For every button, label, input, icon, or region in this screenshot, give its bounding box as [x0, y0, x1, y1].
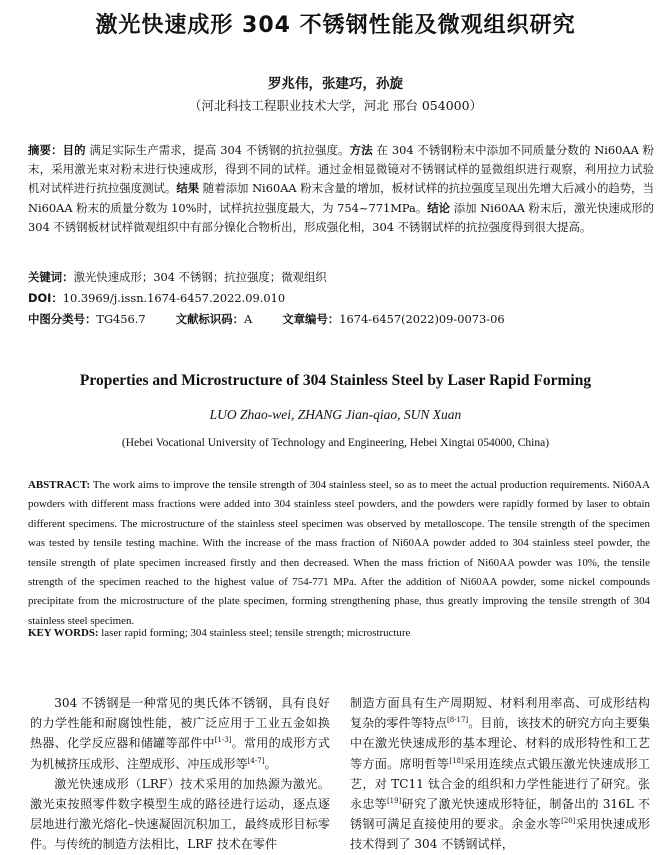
article-no-label: 文章编号： [282, 312, 340, 326]
body-right-column [350, 693, 650, 855]
doi-label: DOI： [28, 291, 63, 305]
method-label: 方法 [349, 143, 373, 157]
keywords-en-label: KEY WORDS: [28, 627, 99, 639]
citation: [18] [449, 756, 464, 765]
citation: [20] [561, 817, 576, 826]
body-text: 。常用的成形方式为机械挤压成形、注塑成形、冲压成形等 [30, 736, 330, 771]
aim-label: 目的 [62, 143, 86, 157]
citation: [8-17] [446, 716, 469, 725]
abstract-en-text: The work aims to improve the tensile strength of 304 stainless steel, so as to meet the actual production requirements. Ni60AA powders with different mass fractions were added into 304 stainless steel powders, and the powders were rapidly formed by laser to obtain different specimens. The microstructure of the stainless steel specimen was observed by metalloscope. The tensile strength of the specimen was tested by tensile testing machine. With the increase of the mass fraction of Ni60AA powder added to 304 stainless steel powder, the tensile strength of plate specimen increased firstly and then decreased. When the mass friction of Ni60AA powder was 10%, the tensile strength of the specimen reached to the highest value of 754-771 MPa. After the addition of Ni60AA powder, some nickel compounds precipitate from the microstructure of the plate specimen, forming strengthening phase, thus greatly improving the tensile strength of 304 stainless steel specimen. [28, 479, 650, 627]
paper-title-cn: 激光快速成形 304 不锈钢性能及微观组织研究 [95, 13, 576, 38]
abstract-label: 摘要： [28, 143, 63, 157]
clc-label: 中图分类号： [28, 312, 97, 326]
keywords-cn [28, 269, 327, 285]
body-paragraph [30, 693, 330, 774]
doi [28, 290, 285, 306]
affiliation-en: (Hebei Vocational University of Technology and Engineering, Hebei Xingtai 054000, China) [121, 437, 550, 449]
body-text: 采用连续点式锻压激光快速成形工艺，对 TC11 钛合金的组织和力学性能进行了研究。张永忠等 [350, 756, 650, 812]
clc-value: TG456.7 [96, 312, 146, 326]
citation: [4-7] [247, 756, 265, 765]
authors-en: LUO Zhao-wei, ZHANG Jian-qiao, SUN Xuan [209, 407, 462, 422]
conclusion-label: 结论 [427, 200, 451, 215]
body-text: 制造方面具有生产周期短、材料利用率高、可成形结构复杂的零件等特点 [350, 696, 650, 731]
keywords-cn-text: 激光快速成形；304 不锈钢；抗拉强度；微观组织 [73, 270, 327, 284]
keywords-cn-label: 关键词： [28, 270, 74, 284]
authors-cn: 罗兆伟，张建巧，孙旋 [268, 76, 403, 92]
affiliation-cn: （河北科技工程职业技术大学，河北 邢台 054000） [188, 98, 483, 113]
article-no-value: 1674-6457(2022)09-0073-06 [339, 312, 505, 326]
body-left-column [30, 693, 330, 855]
aim-text: 满足实际生产需求，提高 304 不锈钢的抗拉强度。 [85, 143, 350, 157]
method-text: 在 304 不锈钢粉末中添加不同质量分数的 Ni60AA 粉末，采用激光束对粉末进行快速成形，得到不同的试样。通过金相显微镜对不锈钢试样的显微组织进行观察，利用拉力试验机对试样进行抗拉强度测试。 [28, 143, 654, 196]
result-label: 结果 [176, 181, 200, 196]
doc-code-value: A [244, 312, 253, 326]
paper-title-en: Properties and Microstructure of 304 Stainless Steel by Laser Rapid Forming [79, 372, 592, 389]
keywords-en [28, 627, 650, 639]
abstract-en [28, 476, 650, 631]
classification [28, 311, 505, 327]
keywords-en-text: laser rapid forming; 304 stainless steel; tensile strength; microstructure [98, 627, 411, 639]
body-text: 研究了激光快速成形特征，制备出的 316L 不锈钢可满足直接使用的要求。余金水等 [350, 797, 650, 832]
body-text: 304 不锈钢是一种常见的奥氏体不锈钢，具有良好的力学性能和耐腐蚀性能，被广泛应用于工业五金如换热器、化学反应器和储罐等部件中 [30, 696, 330, 751]
body-text: 。目前，该技术的研究方向主要集中在激光快速成形的基本理论、材料的成形特性和工艺等方面。席明哲等 [350, 716, 650, 771]
body-paragraph: 激光快速成形（LRF）技术采用的加热源为激光。激光束按照零件数字模型生成的路径进行运动，逐点逐层地进行激光熔化–快速凝固沉积加工，最终成形目标零件。与传统的制造方法相比，LRF 技术在零件 [30, 776, 330, 852]
body-text: 采用快速成形技术得到了 304 不锈钢试样， [350, 817, 650, 852]
body-text: 。 [264, 756, 277, 771]
abstract-en-label: ABSTRACT: [28, 479, 91, 491]
conclusion-text: 添加 Ni60AA 粉末后，激光快速成形的 304 不锈钢板材试样微观组织中有部分镍化合物析出，形成强化相，304 不锈钢试样的抗拉强度得到很大提高。 [28, 200, 654, 234]
citation: [19] [386, 796, 402, 805]
doi-text: 10.3969/j.issn.1674-6457.2022.09.010 [62, 291, 286, 305]
result-text: 随着添加 Ni60AA 粉末含量的增加，板材试样的抗拉强度呈现出先增大后减小的趋势，当 Ni60AA 粉末的质量分数为 10%时，试样抗拉强度最大，为 754~771MPa。 [28, 181, 654, 215]
doc-code-label: 文献标识码： [175, 312, 245, 326]
abstract-cn [28, 141, 654, 237]
citation: [1-3] [214, 736, 232, 745]
